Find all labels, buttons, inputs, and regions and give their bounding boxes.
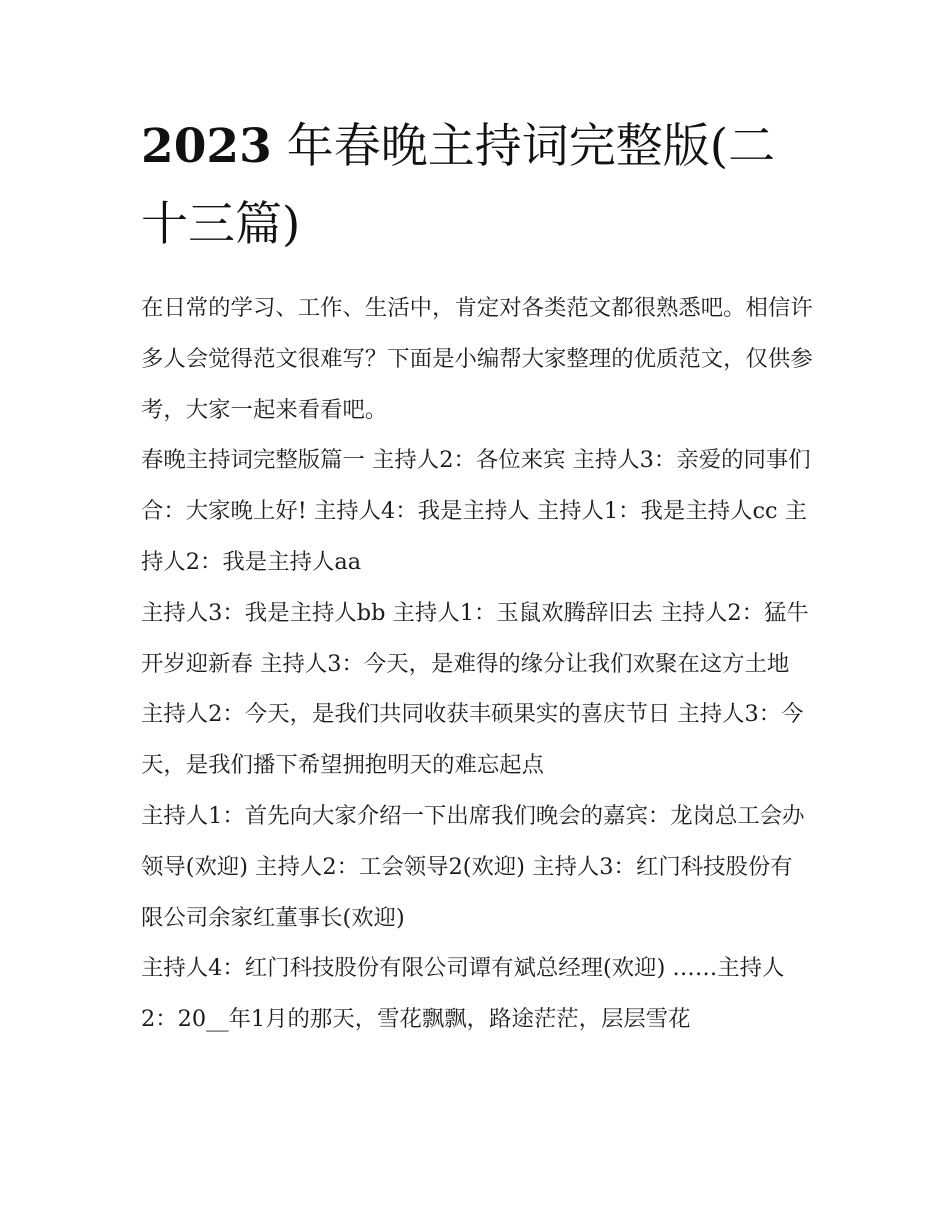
paragraph: 主持人3：我是主持人bb 主持人1：玉鼠欢腾辞旧去 主持人2：猛牛开岁迎新春 主持人3：今天，是难得的缘分让我们欢聚在这方土地 xyxy=(141,599,809,677)
title-year: 2023 xyxy=(141,119,272,174)
document-title xyxy=(141,108,813,264)
paragraph: 主持人4：红门科技股份有限公司谭有斌总经理(欢迎) ……主持人2：20__年1月的那天，雪花飘飘，路途茫茫，层层雪花 xyxy=(141,955,785,1033)
document-body xyxy=(141,283,813,1045)
paragraph-intro: 在日常的学习、工作、生活中，肯定对各类范文都很熟悉吧。相信许多人会觉得范文很难写？下面是小编帮大家整理的优质范文，仅供参考，大家一起来看看吧。 xyxy=(141,295,813,423)
title-text: 年春晚主持词完整版(二十三篇) xyxy=(141,119,776,252)
document-content xyxy=(141,108,813,1045)
paragraph: 主持人1：首先向大家介绍一下出席我们晚会的嘉宾：龙岗总工会办领导(欢迎) 主持人2：工会领导2(欢迎) 主持人3：红门科技股份有限公司余家红董事长(欢迎) xyxy=(141,802,805,931)
paragraph: 春晚主持词完整版篇一 主持人2：各位来宾 主持人3：亲爱的同事们 合：大家晚上好! 主持人4：我是主持人 主持人1：我是主持人cc 主持人2：我是主持人aa xyxy=(141,447,811,575)
paragraph: 主持人2：今天，是我们共同收获丰硕果实的喜庆节日 主持人3：今天，是我们播下希望拥抱明天的难忘起点 xyxy=(141,701,804,779)
